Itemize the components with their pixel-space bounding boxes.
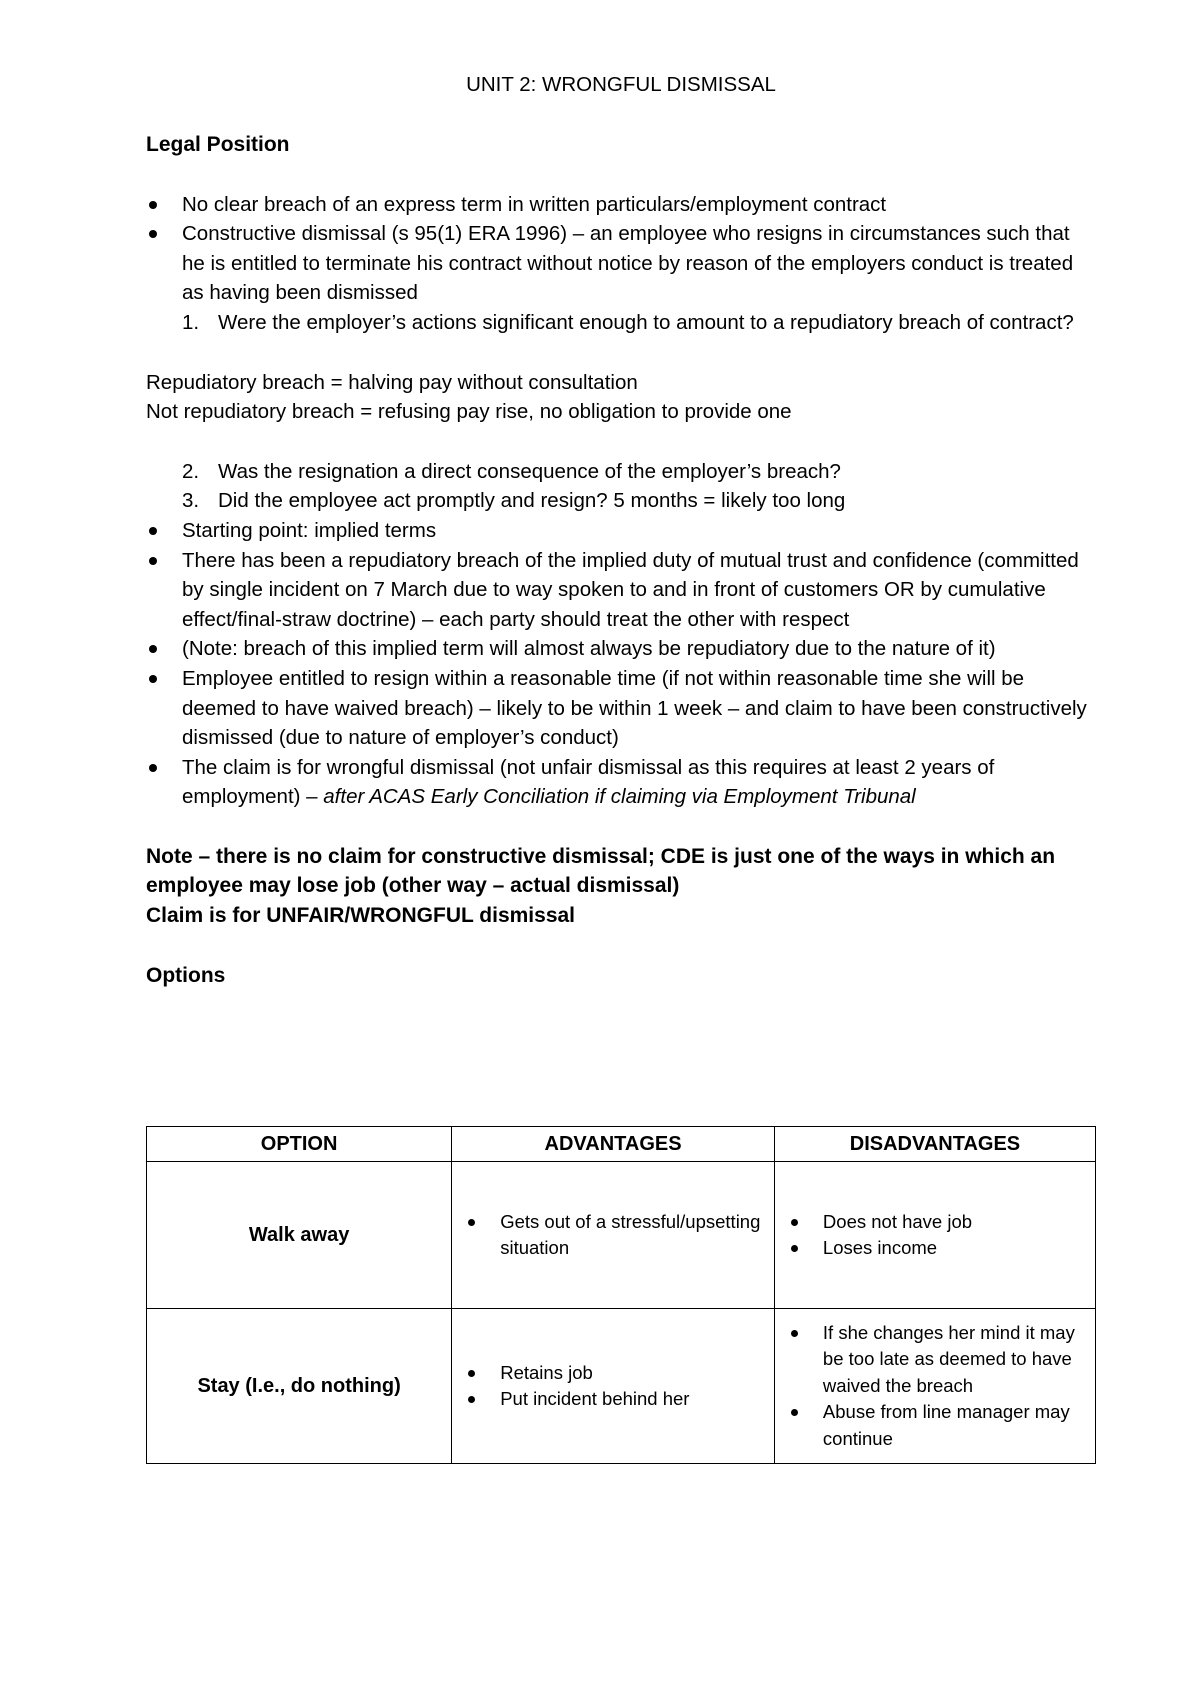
list-item: If she changes her mind it may be too late as deemed to have waived the breach	[781, 1320, 1089, 1400]
list-item: Constructive dismissal (s 95(1) ERA 1996) – an employee who resigns in circumstances such that he is entitled to terminate his contract without notice by reason of the employers conduct is treated as having been dismissed	[146, 219, 1096, 308]
column-header-advantages: ADVANTAGES	[452, 1127, 775, 1162]
advantages-list	[458, 1209, 768, 1262]
option-cell: Stay (I.e., do nothing)	[147, 1309, 452, 1464]
list-item: There has been a repudiatory breach of the implied duty of mutual trust and confidence (committed by single incident on 7 March due to way spoken to and in front of customers OR by cumulative effect/final-straw doctrine) – each party should treat the other with respect	[146, 546, 1096, 635]
table-row	[147, 1309, 1096, 1464]
item-text: Did the employee act promptly and resign? 5 months = likely too long	[218, 489, 846, 513]
disadvantages-cell	[774, 1309, 1095, 1464]
question-list-2	[146, 457, 1096, 516]
spacer	[146, 812, 1096, 842]
note-constructive-dismissal: Note – there is no claim for constructive dismissal; CDE is just one of the ways in which an employee may lose job (other way – actual dismissal)	[146, 844, 1056, 898]
options-table	[146, 1126, 1096, 1464]
page-title: UNIT 2: WRONGFUL DISMISSAL	[466, 73, 776, 96]
document-page	[146, 70, 1096, 990]
list-item: Does not have job	[781, 1209, 1089, 1236]
advantages-cell	[452, 1162, 775, 1309]
list-item	[146, 753, 1096, 812]
note-claim-type: Claim is for UNFAIR/WRONGFUL dismissal	[146, 904, 576, 928]
advantages-list	[458, 1360, 768, 1413]
item-text: Was the resignation a direct consequence of the employer’s breach?	[218, 459, 841, 483]
spacer	[146, 338, 1096, 368]
item-text: Were the employer’s actions significant enough to amount to a repudiatory breach of contract?	[218, 310, 1074, 334]
numbered-item	[146, 457, 1096, 487]
spacer	[146, 931, 1096, 961]
disadvantages-list	[781, 1320, 1089, 1453]
acas-note: after ACAS Early Conciliation if claiming via Employment Tribunal	[323, 785, 916, 809]
list-item: Put incident behind her	[458, 1386, 768, 1413]
not-repudiatory-breach-line: Not repudiatory breach = refusing pay rise, no obligation to provide one	[146, 400, 792, 424]
legal-position-heading: Legal Position	[146, 133, 290, 156]
table-header-row	[147, 1127, 1096, 1162]
spacer	[146, 427, 1096, 457]
claim-text: The claim is for wrongful dismissal (not unfair dismissal as this requires at least 2 years of employment) –	[182, 755, 995, 809]
item-number: 1.	[182, 310, 200, 334]
item-number: 2.	[182, 459, 200, 483]
list-item: Employee entitled to resign within a reasonable time (if not within reasonable time she will be deemed to have waived breach) – likely to be within 1 week – and claim to have been constructively dismissed (due to nature of employer’s conduct)	[146, 664, 1096, 753]
list-item: Abuse from line manager may continue	[781, 1399, 1089, 1452]
implied-terms-list	[146, 516, 1096, 812]
table-row	[147, 1162, 1096, 1309]
spacer	[146, 160, 1096, 190]
list-item: Starting point: implied terms	[146, 516, 1096, 546]
legal-position-list	[146, 190, 1096, 308]
item-number: 3.	[182, 489, 200, 513]
list-item: (Note: breach of this implied term will almost always be repudiatory due to the nature of it)	[146, 634, 1096, 664]
advantages-cell	[452, 1309, 775, 1464]
option-cell: Walk away	[147, 1162, 452, 1309]
column-header-disadvantages: DISADVANTAGES	[774, 1127, 1095, 1162]
spacer	[146, 100, 1096, 130]
list-item: Gets out of a stressful/upsetting situation	[458, 1209, 768, 1262]
list-item: No clear breach of an express term in written particulars/employment contract	[146, 190, 1096, 220]
list-item: Retains job	[458, 1360, 768, 1387]
list-item: Loses income	[781, 1235, 1089, 1262]
repudiatory-breach-line: Repudiatory breach = halving pay without consultation	[146, 370, 638, 394]
disadvantages-cell	[774, 1162, 1095, 1309]
numbered-item	[146, 308, 1096, 338]
options-heading: Options	[146, 963, 226, 987]
question-list-1	[146, 308, 1096, 338]
column-header-option: OPTION	[147, 1127, 452, 1162]
disadvantages-list	[781, 1209, 1089, 1262]
numbered-item	[146, 486, 1096, 516]
